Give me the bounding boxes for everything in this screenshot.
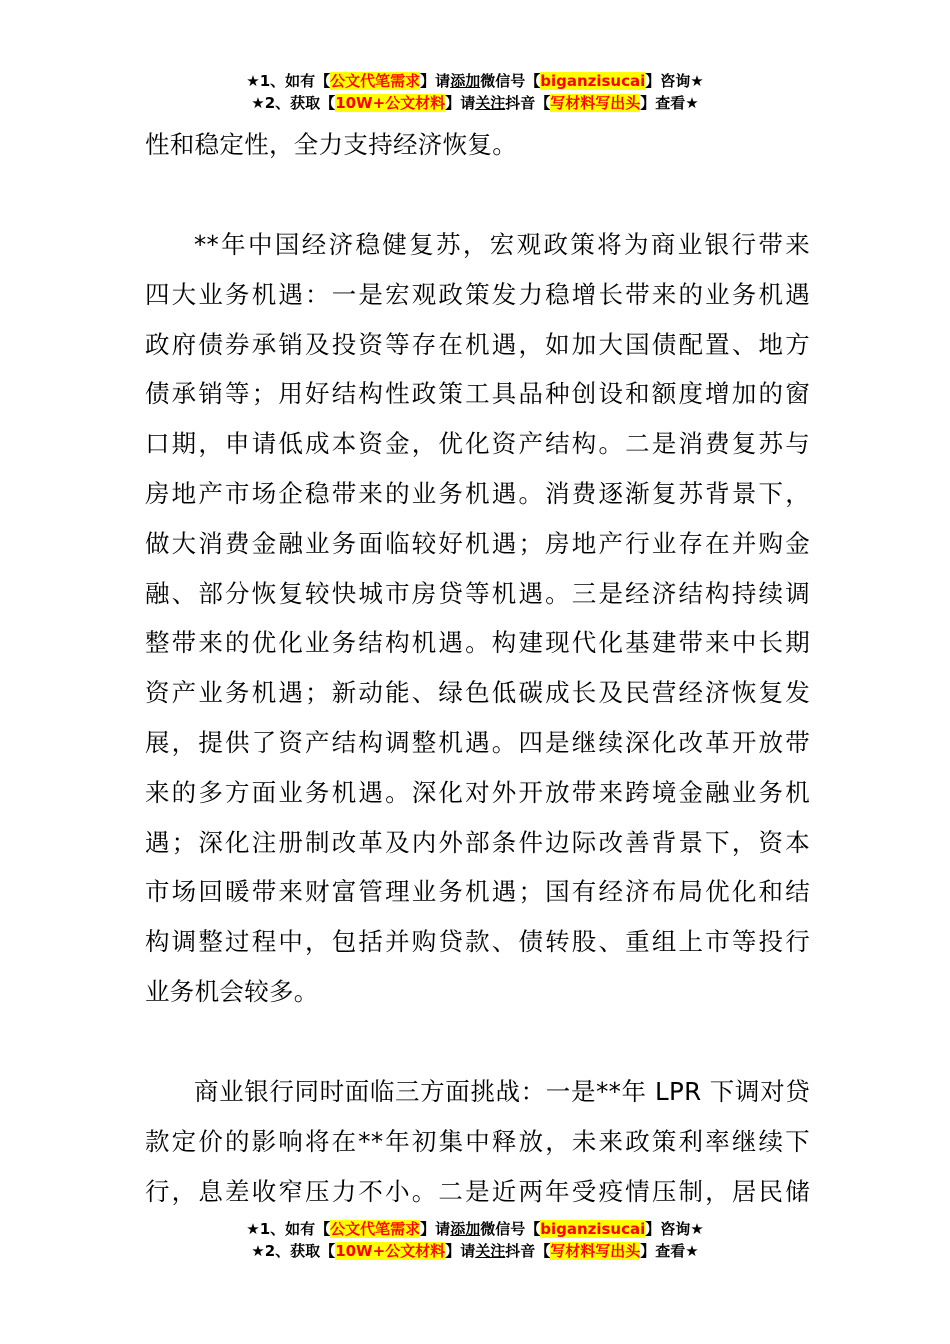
text-line: **年中国经济稳健复苏，宏观政策将为商业银行带来 <box>194 230 810 259</box>
banner-line-1 <box>0 70 950 92</box>
banner-highlight: 10W+公文材料 <box>335 1242 446 1260</box>
banner-emphasis: 添加 <box>450 72 481 90</box>
text-line: 构调整过程中，包括并购贷款、债转股、重组上市等投行 <box>145 927 810 957</box>
text-line: 资产业务机遇；新动能、绿色低碳成长及民营经济恢复发 <box>145 678 810 708</box>
banner-text: 】咨询★ <box>645 72 704 90</box>
text-line: 口期，申请低成本资金，优化资产结构。二是消费复苏与 <box>145 429 810 459</box>
bottom-banner <box>0 1218 950 1262</box>
text-line: 行，息差收窄压力不小。二是近两年受疫情压制，居民储 <box>145 1176 810 1206</box>
text-line: 商业银行同时面临三方面挑战：一是**年 LPR 下调对贷 <box>194 1077 810 1106</box>
text-line: 来的多方面业务机遇。深化对外开放带来跨境金融业务机 <box>145 777 810 807</box>
banner-text: ★1、如有【 <box>246 1220 331 1238</box>
banner-text: ★2、获取【 <box>251 94 336 112</box>
paragraph-continuation <box>145 120 810 170</box>
text-line: 债承销等；用好结构性政策工具品种创设和额度增加的窗 <box>145 379 810 409</box>
banner-line-1 <box>0 1218 950 1240</box>
banner-text: ★1、如有【 <box>246 72 331 90</box>
banner-text: 】请 <box>420 72 451 90</box>
banner-highlight: 公文代笔需求 <box>330 72 421 90</box>
text-line: 展，提供了资产结构调整机遇。四是继续深化改革开放带 <box>145 727 810 757</box>
banner-emphasis: 关注 <box>475 1242 506 1260</box>
banner-text: 微信号【 <box>480 1220 541 1238</box>
banner-text: 抖音【 <box>505 94 551 112</box>
banner-highlight: 公文代笔需求 <box>330 1220 421 1238</box>
banner-text: 】咨询★ <box>645 1220 704 1238</box>
banner-text: ★2、获取【 <box>251 1242 336 1260</box>
banner-line-2 <box>0 92 950 114</box>
paragraph-challenges <box>145 1067 810 1216</box>
text-line: 政府债券承销及投资等存在机遇，如加大国债配置、地方 <box>145 329 810 359</box>
text-line: 遇；深化注册制改革及内外部条件边际改善背景下，资本 <box>145 827 810 857</box>
banner-emphasis: 关注 <box>475 94 506 112</box>
text-line: 房地产市场企稳带来的业务机遇。消费逐渐复苏背景下， <box>145 478 810 508</box>
banner-text: 】请 <box>420 1220 451 1238</box>
banner-highlight: 10W+公文材料 <box>335 94 446 112</box>
text-line: 款定价的影响将在**年初集中释放，未来政策利率继续下 <box>145 1126 810 1156</box>
banner-text: 】请 <box>445 1242 476 1260</box>
banner-text: 】查看★ <box>640 1242 699 1260</box>
banner-highlight: biganzisucai <box>540 72 646 90</box>
paragraph-opportunities <box>145 220 810 1017</box>
text-line: 做大消费金融业务面临较好机遇；房地产行业存在并购金 <box>145 528 810 558</box>
text-line: 业务机会较多。 <box>145 976 319 1006</box>
banner-text: 微信号【 <box>480 72 541 90</box>
banner-text: 】请 <box>445 94 476 112</box>
banner-highlight: 写材料写出头 <box>550 94 641 112</box>
text-line: 市场回暖带来财富管理业务机遇；国有经济布局优化和结 <box>145 877 810 907</box>
top-banner <box>0 70 950 114</box>
text-line: 性和稳定性，全力支持经济恢复。 <box>145 130 517 159</box>
text-line: 四大业务机遇：一是宏观政策发力稳增长带来的业务机遇 <box>145 279 810 309</box>
text-line: 整带来的优化业务结构机遇。构建现代化基建带来中长期 <box>145 628 810 658</box>
banner-highlight: 写材料写出头 <box>550 1242 641 1260</box>
banner-text: 抖音【 <box>505 1242 551 1260</box>
text-line: 融、部分恢复较快城市房贷等机遇。三是经济结构持续调 <box>145 578 810 608</box>
banner-text: 】查看★ <box>640 94 699 112</box>
banner-emphasis: 添加 <box>450 1220 481 1238</box>
banner-line-2 <box>0 1240 950 1262</box>
banner-highlight: biganzisucai <box>540 1220 646 1238</box>
